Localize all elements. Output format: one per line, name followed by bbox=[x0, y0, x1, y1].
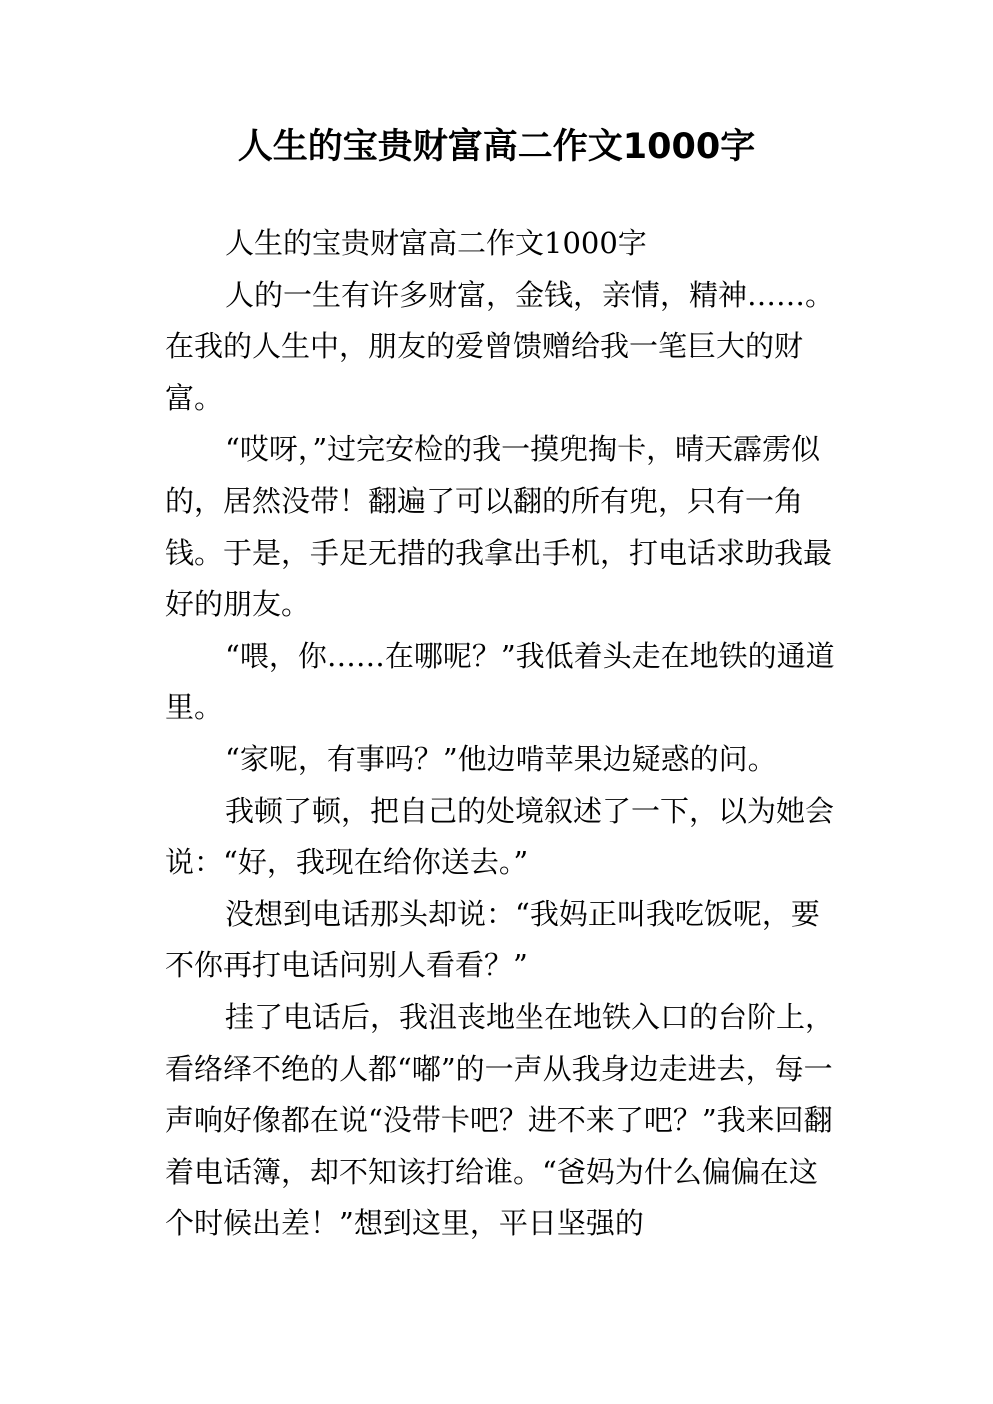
paragraph-explain: 我顿了顿，把自己的处境叙述了一下，以为她会说：“好，我现在给你送去。” bbox=[165, 793, 835, 880]
paragraph-phone-call: “喂，你……在哪呢？”我低着头走在地铁的通道里。 bbox=[165, 638, 835, 725]
paragraph-title-repeat: 人生的宝贵财富高二作文1000字 bbox=[225, 226, 647, 260]
paragraph-friend-reply: “家呢，有事吗？”他边啃苹果边疑惑的问。 bbox=[225, 741, 777, 776]
paragraph-refusal: 没想到电话那头却说：“我妈正叫我吃饭呢，要不你再打电话问别人看看？” bbox=[165, 896, 820, 983]
paragraph-forgot-card: “哎呀，”过完安检的我一摸兜掏卡，晴天霹雳似的，居然没带！翻遍了可以翻的所有兜，只有一角钱。于是，手足无措的我拿出手机，打电话求助我最好的朋友。 bbox=[165, 432, 833, 622]
paragraph-dejected: 挂了电话后，我沮丧地坐在地铁入口的台阶上，看络绎不绝的人都“嘟”的一声从我身边走进去，每一声响好像都在说“没带卡吧？进不来了吧？”我来回翻着电话簿，却不知该打给谁。“爸妈为什么偏偏在这个时候出差！”想到这里，平日坚强的 bbox=[165, 999, 835, 1241]
document-body bbox=[165, 218, 840, 1250]
paragraph-intro: 人的一生有许多财富，金钱，亲情，精神……。在我的人生中，朋友的爱曾馈赠给我一笔巨大的财富。 bbox=[165, 277, 835, 415]
document-title: 人生的宝贵财富高二作文1000字 bbox=[237, 127, 756, 167]
